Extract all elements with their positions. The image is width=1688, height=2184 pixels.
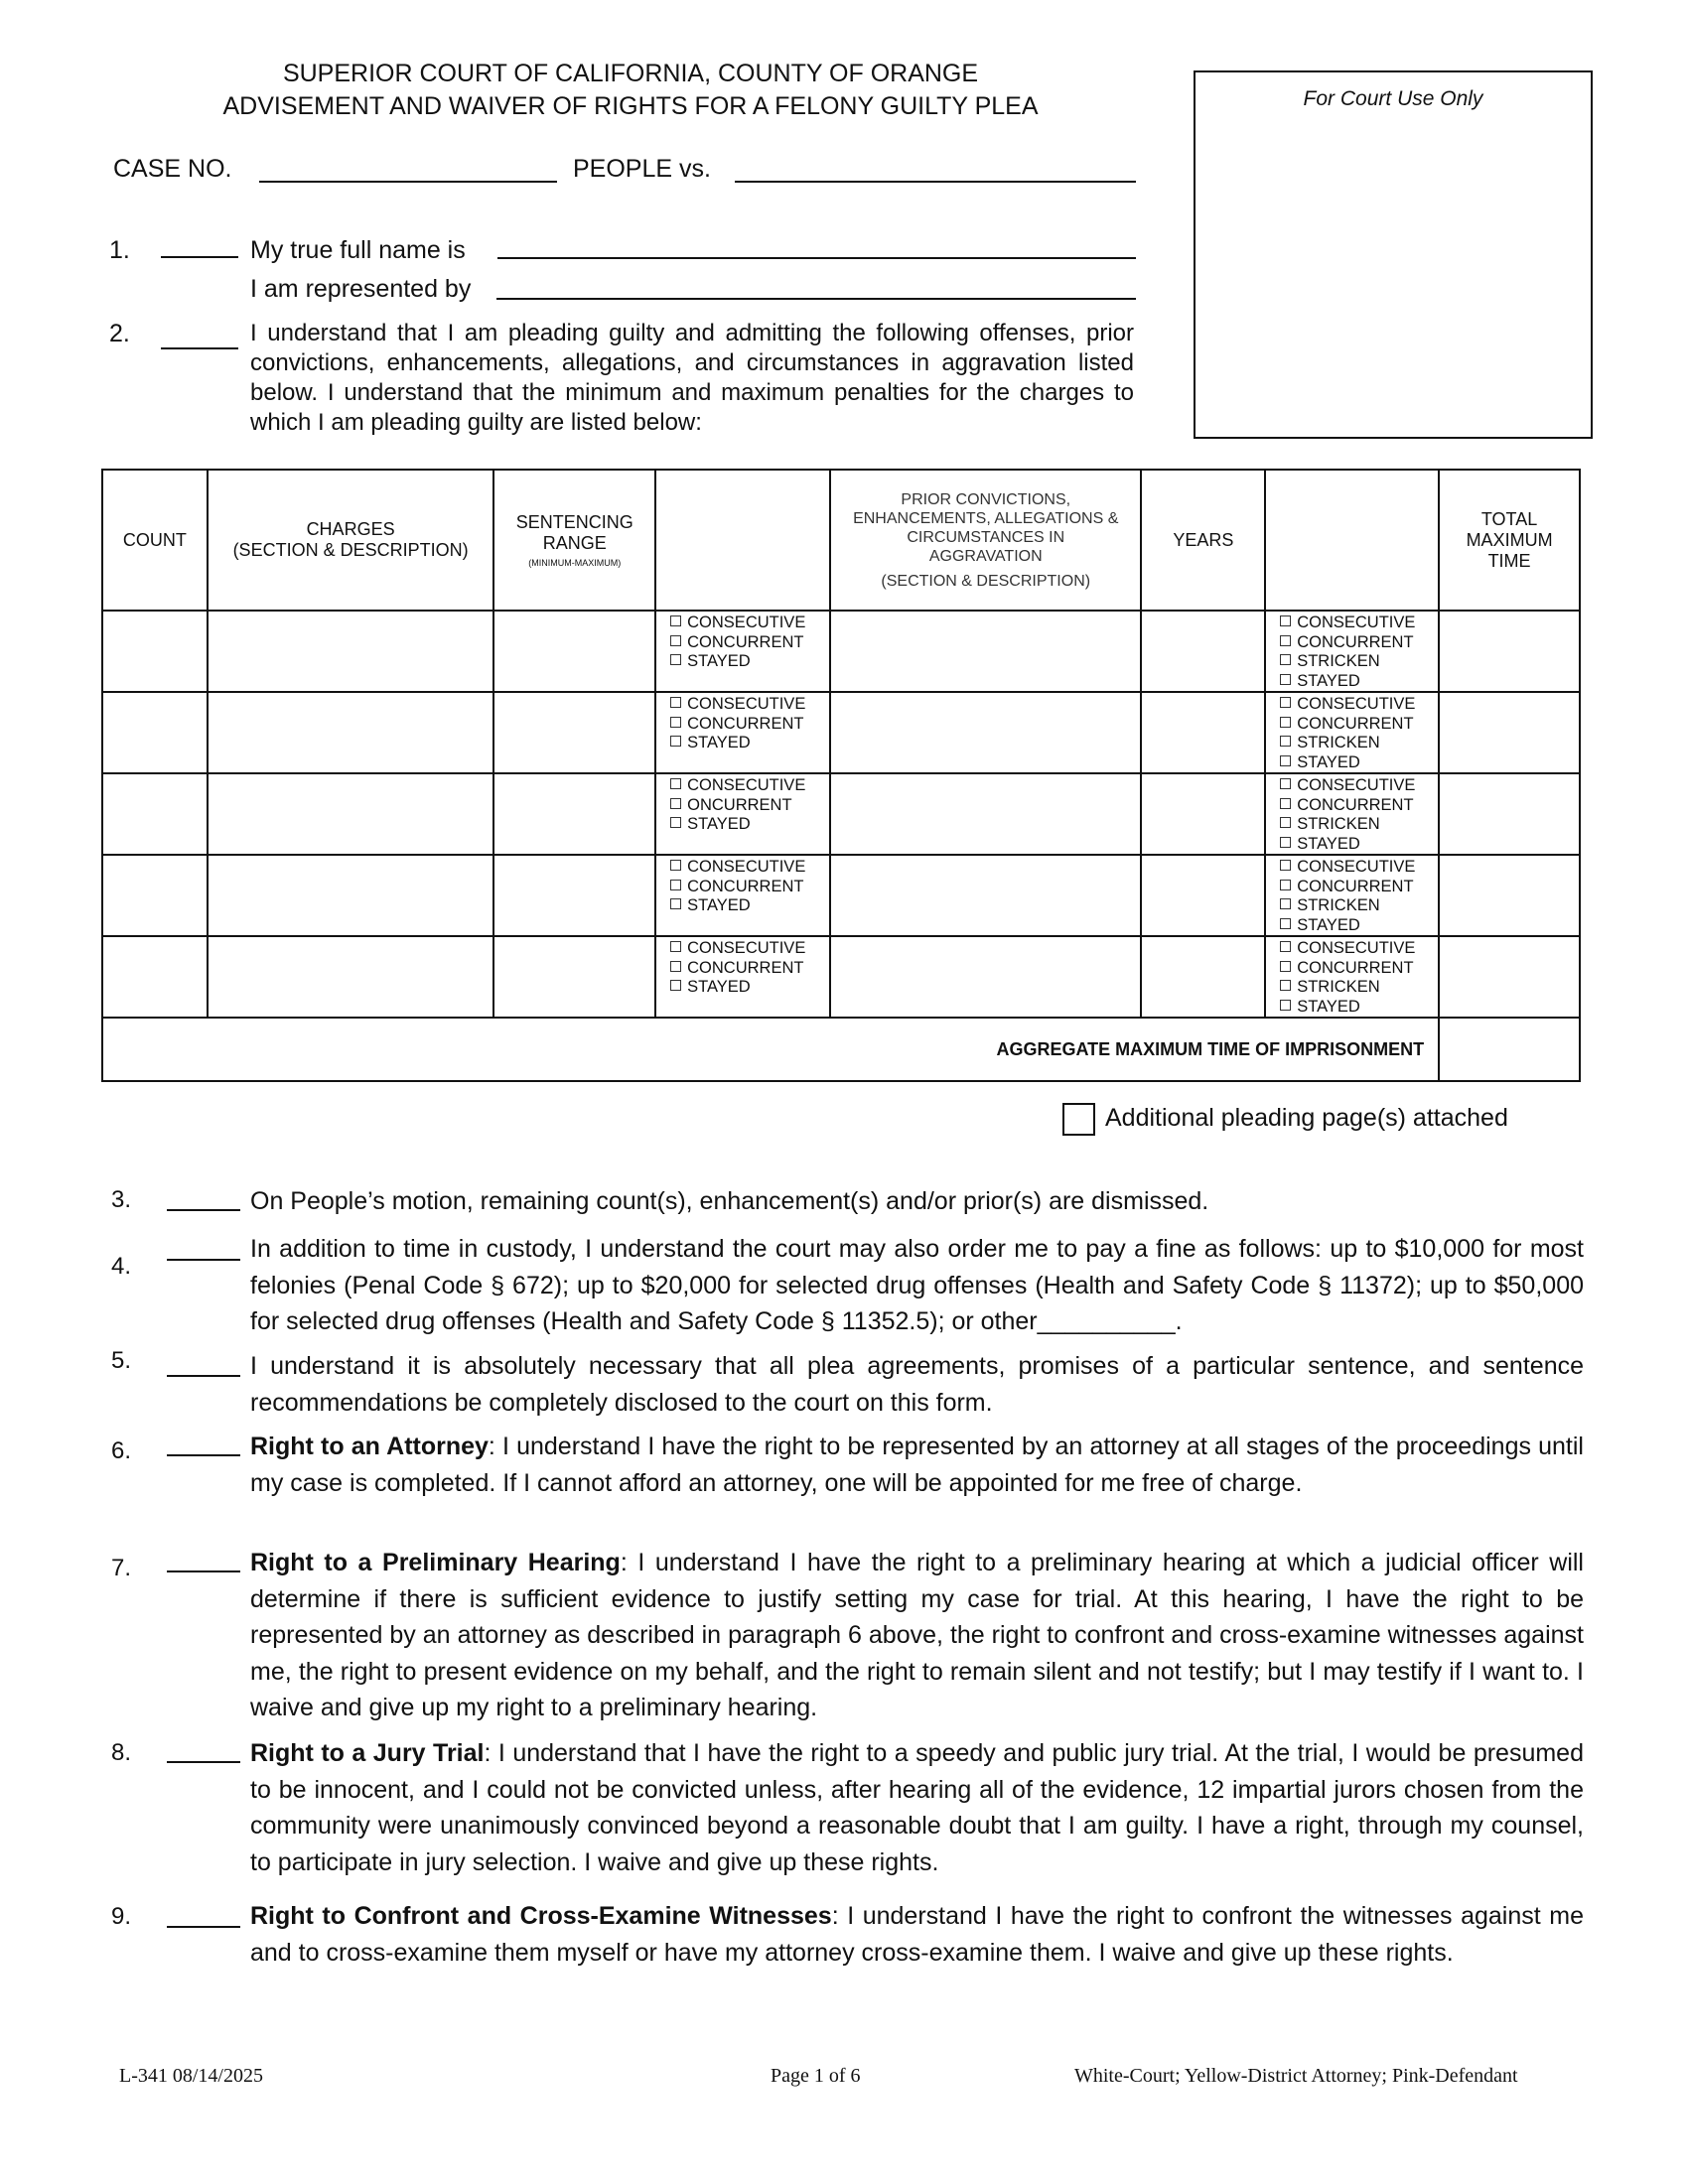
option-label: STRICKEN <box>1297 978 1380 996</box>
option-enhancement[interactable] <box>1280 858 1438 878</box>
option-enhancement[interactable] <box>1280 734 1438 753</box>
item-5-number: 5. <box>111 1347 132 1374</box>
years-cell[interactable] <box>1141 855 1265 936</box>
option-label: CONSECUTIVE <box>1297 858 1416 876</box>
option-label: CONCURRENT <box>687 877 804 895</box>
option-label: STRICKEN <box>1297 734 1380 751</box>
prior-cell[interactable] <box>830 611 1141 692</box>
additional-pages-label: Additional pleading page(s) attached <box>1105 1104 1508 1132</box>
court-title: SUPERIOR COURT OF CALIFORNIA, COUNTY OF ORANGE <box>282 60 979 87</box>
option-enhancement[interactable] <box>1280 959 1438 979</box>
option-sentence[interactable] <box>670 734 829 753</box>
item-9-text: Right to Confront and Cross-Examine Witnesses: I understand I have the right to confront the witnesses against me and to cross-examine them myself or have my attorney cross-examine them. I waive and give up these rights. <box>250 1902 1584 1967</box>
option-enhancement[interactable] <box>1280 998 1438 1018</box>
table-row <box>102 936 1580 1018</box>
option-enhancement[interactable] <box>1280 776 1438 796</box>
total-cell[interactable] <box>1439 855 1580 936</box>
item-2-number: 2. <box>109 320 130 347</box>
option-enhancement[interactable] <box>1280 815 1438 835</box>
option-label: STAYED <box>687 652 751 670</box>
case-no-field[interactable] <box>259 181 557 183</box>
item-7-number: 7. <box>111 1555 132 1581</box>
option-label: ONCURRENT <box>687 795 792 814</box>
checkbox-icon[interactable] <box>1280 837 1291 848</box>
count-cell[interactable] <box>102 936 208 1018</box>
aggregate-value-cell[interactable] <box>1439 1018 1580 1081</box>
option-enhancement[interactable] <box>1280 652 1438 672</box>
checkbox-icon[interactable] <box>1280 697 1291 708</box>
count-cell[interactable] <box>102 692 208 773</box>
option-enhancement[interactable] <box>1280 835 1438 855</box>
table-row <box>102 773 1580 855</box>
checkbox-icon[interactable] <box>1280 860 1291 871</box>
count-cell[interactable] <box>102 773 208 855</box>
checkbox-icon[interactable] <box>1280 755 1291 766</box>
option-enhancement[interactable] <box>1280 796 1438 816</box>
item-8-title: Right to a Jury Trial <box>250 1739 485 1767</box>
court-use-label: For Court Use Only <box>1303 87 1483 110</box>
range-cell[interactable] <box>493 611 655 692</box>
option-enhancement[interactable] <box>1280 878 1438 897</box>
enhancement-options-cell <box>1265 936 1439 1018</box>
option-label: STAYED <box>1297 915 1360 934</box>
additional-pages-checkbox[interactable] <box>1062 1103 1095 1136</box>
table-row <box>102 692 1580 773</box>
represented-by-label: I am represented by <box>250 275 472 303</box>
total-cell[interactable] <box>1439 936 1580 1018</box>
header-years: YEARS <box>1141 470 1265 611</box>
option-enhancement[interactable] <box>1280 939 1438 959</box>
option-sentence[interactable] <box>670 614 829 633</box>
years-cell[interactable] <box>1141 611 1265 692</box>
count-cell[interactable] <box>102 611 208 692</box>
option-label: CONSECUTIVE <box>1297 614 1416 631</box>
option-label: CONCURRENT <box>687 632 804 651</box>
item-6-initials[interactable] <box>167 1454 240 1456</box>
option-label: STRICKEN <box>1297 896 1380 914</box>
option-label: CONSECUTIVE <box>687 776 806 794</box>
option-label: STAYED <box>687 896 751 914</box>
charges-table <box>101 469 1581 1082</box>
option-label: STAYED <box>1297 834 1360 853</box>
option-label: CONSECUTIVE <box>687 695 806 713</box>
item-6-text: Right to an Attorney: I understand I have the right to be represented by an attorney at all stages of the proceedings until my case is completed. If I cannot afford an attorney, one will be appointed for me free of charge. <box>250 1433 1584 1497</box>
item-9-initials[interactable] <box>167 1926 240 1928</box>
checkbox-icon[interactable] <box>670 817 681 828</box>
item-3-text: On People’s motion, remaining count(s), enhancement(s) and/or prior(s) are dismissed. <box>250 1187 1209 1215</box>
option-sentence[interactable] <box>670 652 829 672</box>
checkbox-icon[interactable] <box>670 898 681 909</box>
header-total-max: TOTAL MAXIMUM TIME <box>1439 470 1580 611</box>
option-enhancement[interactable] <box>1280 978 1438 998</box>
enhancement-options-cell <box>1265 773 1439 855</box>
checkbox-icon[interactable] <box>670 798 681 809</box>
option-sentence[interactable] <box>670 939 829 959</box>
aggregate-label: AGGREGATE MAXIMUM TIME OF IMPRISONMENT <box>102 1018 1439 1081</box>
option-enhancement[interactable] <box>1280 715 1438 735</box>
range-cell[interactable] <box>493 855 655 936</box>
page-number: Page 1 of 6 <box>771 2065 861 2087</box>
option-sentence[interactable] <box>670 633 829 653</box>
checkbox-icon[interactable] <box>1280 880 1291 890</box>
item-7-text: Right to a Preliminary Hearing: I understand I have the right to a preliminary hearing at which a judicial officer will determine if there is sufficient evidence to justify setting my case for trial. At this hearing, I have the right to be represented by an attorney as described in paragraph 6 above, the right to confront and cross-examine witnesses against me, the right to present evidence on my behalf, and the right to remain silent and not testify; but I may testify if I want to. I waive and give up my right to a preliminary hearing. <box>250 1549 1584 1721</box>
option-label: CONCURRENT <box>1297 632 1414 651</box>
table-row <box>102 611 1580 692</box>
checkbox-icon[interactable] <box>1280 654 1291 665</box>
item-7-initials[interactable] <box>167 1570 240 1572</box>
option-sentence[interactable] <box>670 959 829 979</box>
distribution-note: White-Court; Yellow-District Attorney; Pink-Defendant <box>1074 2065 1518 2087</box>
item-4-text: In addition to time in custody, I understand the court may also order me to pay a fine as follows: up to $10,000 for most felonies (Penal Code § 672); up to $20,000 for selected drug offenses (Health and Safety Code § 11372); up to $50,000 for selected drug offenses (Health and Safety Code § 11352.5); or other__________. <box>250 1235 1584 1335</box>
range-cell[interactable] <box>493 936 655 1018</box>
checkbox-icon[interactable] <box>670 654 681 665</box>
checkbox-icon[interactable] <box>1280 961 1291 972</box>
sentence-options-cell <box>655 692 830 773</box>
option-enhancement[interactable] <box>1280 695 1438 715</box>
enhancement-options-cell <box>1265 611 1439 692</box>
item-9-title: Right to Confront and Cross-Examine Witnesses <box>250 1902 832 1930</box>
checkbox-icon[interactable] <box>1280 778 1291 789</box>
case-no-label: CASE NO. <box>113 155 232 183</box>
checkbox-icon[interactable] <box>1280 980 1291 991</box>
option-label: CONSECUTIVE <box>687 614 806 631</box>
item-1-number: 1. <box>109 236 130 264</box>
charges-cell[interactable] <box>208 855 493 936</box>
checkbox-icon[interactable] <box>1280 717 1291 728</box>
charges-cell[interactable] <box>208 936 493 1018</box>
checkbox-icon[interactable] <box>670 980 681 991</box>
checkbox-icon[interactable] <box>1280 941 1291 952</box>
option-sentence[interactable] <box>670 776 829 796</box>
true-name-label: My true full name is <box>250 236 466 264</box>
defendant-name-field[interactable] <box>735 181 1136 183</box>
option-label: CONCURRENT <box>1297 714 1414 733</box>
checkbox-icon[interactable] <box>1280 674 1291 685</box>
option-sentence[interactable] <box>670 878 829 897</box>
header-blank-1 <box>655 470 830 611</box>
item-8-text: Right to a Jury Trial: I understand that I have the right to a speedy and public jury trial. At the trial, I would be presumed to be innocent, and I could not be convicted unless, after hearing all of the evidence, 12 impartial jurors chosen from the community were unanimously convinced beyond a reasonable doubt that I am guilty. I have a right, through my counsel, to participate in jury selection. I waive and give up these rights. <box>250 1739 1584 1876</box>
prior-cell[interactable] <box>830 692 1141 773</box>
option-label: STAYED <box>1297 671 1360 690</box>
item-4-initials[interactable] <box>167 1259 240 1261</box>
item-4-number: 4. <box>111 1253 132 1280</box>
attorney-name-field[interactable] <box>496 298 1136 300</box>
item-5-initials[interactable] <box>167 1375 240 1377</box>
charges-cell[interactable] <box>208 773 493 855</box>
court-use-box <box>1194 70 1593 439</box>
header-count: COUNT <box>102 470 208 611</box>
item-8-initials[interactable] <box>167 1761 240 1763</box>
option-enhancement[interactable] <box>1280 614 1438 633</box>
item-2-initials[interactable] <box>161 347 238 349</box>
item-6-title: Right to an Attorney <box>250 1433 489 1460</box>
prior-cell[interactable] <box>830 936 1141 1018</box>
item-6-number: 6. <box>111 1437 132 1464</box>
option-sentence[interactable] <box>670 858 829 878</box>
form-title: ADVISEMENT AND WAIVER OF RIGHTS FOR A FELONY GUILTY PLEA <box>222 92 1039 120</box>
checkbox-icon[interactable] <box>1280 898 1291 909</box>
option-label: STAYED <box>1297 752 1360 771</box>
true-name-field[interactable] <box>497 257 1136 259</box>
option-label: STAYED <box>1297 997 1360 1016</box>
checkbox-icon[interactable] <box>1280 1000 1291 1011</box>
range-cell[interactable] <box>493 773 655 855</box>
total-cell[interactable] <box>1439 611 1580 692</box>
checkbox-icon[interactable] <box>670 778 681 789</box>
prior-cell[interactable] <box>830 773 1141 855</box>
option-label: STRICKEN <box>1297 652 1380 670</box>
option-label: STAYED <box>687 734 751 751</box>
sentence-options-cell <box>655 611 830 692</box>
option-label: STAYED <box>687 815 751 833</box>
checkbox-icon[interactable] <box>670 635 681 646</box>
option-sentence[interactable] <box>670 815 829 835</box>
option-enhancement[interactable] <box>1280 916 1438 936</box>
option-label: CONSECUTIVE <box>1297 776 1416 794</box>
option-enhancement[interactable] <box>1280 753 1438 773</box>
option-sentence[interactable] <box>670 695 829 715</box>
checkbox-icon[interactable] <box>670 941 681 952</box>
option-sentence[interactable] <box>670 896 829 916</box>
option-label: STAYED <box>687 978 751 996</box>
option-sentence[interactable] <box>670 715 829 735</box>
option-label: CONCURRENT <box>1297 877 1414 895</box>
item-8-number: 8. <box>111 1739 132 1766</box>
option-label: CONCURRENT <box>1297 958 1414 977</box>
option-enhancement[interactable] <box>1280 633 1438 653</box>
option-enhancement[interactable] <box>1280 896 1438 916</box>
total-cell[interactable] <box>1439 692 1580 773</box>
option-label: CONSECUTIVE <box>1297 695 1416 713</box>
table-header-row <box>102 470 1580 611</box>
charges-cell[interactable] <box>208 611 493 692</box>
header-charges: CHARGES (SECTION & DESCRIPTION) <box>208 470 493 611</box>
checkbox-icon[interactable] <box>670 961 681 972</box>
header-prior-convictions: PRIOR CONVICTIONS, ENHANCEMENTS, ALLEGATIONS & CIRCUMSTANCES IN AGGRAVATION (SECTION & DESCRIPTION) <box>830 470 1141 611</box>
checkbox-icon[interactable] <box>670 736 681 747</box>
table-row <box>102 855 1580 936</box>
sentence-options-cell <box>655 936 830 1018</box>
years-cell[interactable] <box>1141 692 1265 773</box>
enhancement-options-cell <box>1265 855 1439 936</box>
item-3-number: 3. <box>111 1186 132 1213</box>
checkbox-icon[interactable] <box>1280 918 1291 929</box>
item-9-number: 9. <box>111 1903 132 1930</box>
count-cell[interactable] <box>102 855 208 936</box>
form-id: L-341 08/14/2025 <box>119 2065 263 2087</box>
item-2-text: I understand that I am pleading guilty and admitting the following offenses, prior convictions, enhancements, allegations, and circumstances in aggravation listed below. I understand that the minimum and maximum penalties for the charges to which I am pleading guilty are listed below: <box>250 320 1134 436</box>
option-label: STRICKEN <box>1297 815 1380 833</box>
checkbox-icon[interactable] <box>1280 798 1291 809</box>
years-cell[interactable] <box>1141 773 1265 855</box>
charges-cell[interactable] <box>208 692 493 773</box>
checkbox-icon[interactable] <box>1280 736 1291 747</box>
checkbox-icon[interactable] <box>1280 817 1291 828</box>
option-label: CONSECUTIVE <box>1297 939 1416 957</box>
checkbox-icon[interactable] <box>670 717 681 728</box>
option-enhancement[interactable] <box>1280 672 1438 692</box>
total-cell[interactable] <box>1439 773 1580 855</box>
item-3-initials[interactable] <box>167 1209 240 1211</box>
option-label: CONCURRENT <box>1297 795 1414 814</box>
option-label: CONCURRENT <box>687 958 804 977</box>
option-sentence[interactable] <box>670 796 829 816</box>
prior-cell[interactable] <box>830 855 1141 936</box>
option-label: CONSECUTIVE <box>687 858 806 876</box>
checkbox-icon[interactable] <box>1280 615 1291 626</box>
years-cell[interactable] <box>1141 936 1265 1018</box>
people-vs-label: PEOPLE vs. <box>573 155 711 183</box>
header-sentencing-range: SENTENCING RANGE (MINIMUM-MAXIMUM) <box>493 470 655 611</box>
enhancement-options-cell <box>1265 692 1439 773</box>
item-7-title: Right to a Preliminary Hearing <box>250 1549 621 1576</box>
aggregate-row <box>102 1018 1580 1081</box>
option-sentence[interactable] <box>670 978 829 998</box>
sentence-options-cell <box>655 773 830 855</box>
option-label: CONCURRENT <box>687 714 804 733</box>
checkbox-icon[interactable] <box>670 860 681 871</box>
range-cell[interactable] <box>493 692 655 773</box>
sentence-options-cell <box>655 855 830 936</box>
checkbox-icon[interactable] <box>670 697 681 708</box>
header-blank-2 <box>1265 470 1439 611</box>
item-1-initials[interactable] <box>161 256 238 258</box>
checkbox-icon[interactable] <box>670 615 681 626</box>
option-label: CONSECUTIVE <box>687 939 806 957</box>
checkbox-icon[interactable] <box>1280 635 1291 646</box>
checkbox-icon[interactable] <box>670 880 681 890</box>
item-5-text: I understand it is absolutely necessary that all plea agreements, promises of a particular sentence, and sentence recommendations be completely disclosed to the court on this form. <box>250 1352 1584 1417</box>
